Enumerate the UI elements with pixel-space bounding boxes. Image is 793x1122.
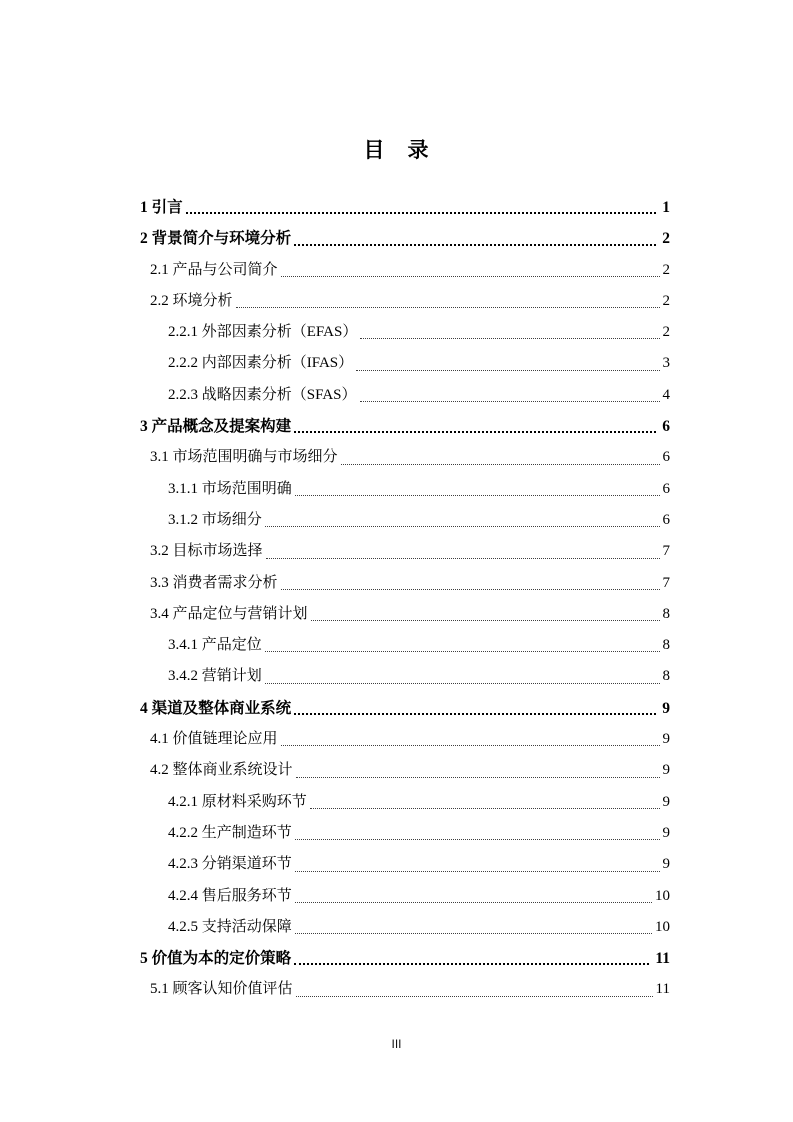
toc-entry-label: 2.1 产品与公司简介 bbox=[150, 261, 278, 278]
toc-entry-label: 3.4.1 产品定位 bbox=[168, 637, 262, 654]
toc-entry-page-number: 2 bbox=[662, 261, 670, 278]
toc-entry-page-number: 7 bbox=[662, 543, 670, 560]
toc-entry-page-number: 6 bbox=[662, 480, 670, 497]
toc-entry-page-number: 10 bbox=[655, 918, 670, 935]
toc-entry-page-number: 3 bbox=[662, 355, 670, 372]
toc-entry-label: 4.2.3 分销渠道环节 bbox=[168, 856, 292, 873]
toc-entry-page-number: 11 bbox=[655, 950, 670, 968]
toc-entry-page-number: 9 bbox=[662, 793, 670, 810]
toc-entry-page-number: 2 bbox=[662, 230, 670, 248]
toc-entry-label: 3 产品概念及提案构建 bbox=[140, 418, 292, 436]
toc-entry-label: 3.2 目标市场选择 bbox=[150, 543, 263, 560]
toc-entry[interactable] bbox=[140, 442, 670, 473]
toc-entry-page-number: 9 bbox=[662, 824, 670, 841]
toc-leader-dots bbox=[236, 307, 660, 308]
toc-entry-label: 3.3 消费者需求分析 bbox=[150, 574, 278, 591]
toc-entry-page-number: 2 bbox=[662, 292, 670, 309]
toc-entry-page-number: 2 bbox=[662, 324, 670, 341]
toc-entry[interactable] bbox=[140, 223, 670, 254]
toc-entry-label: 5 价值为本的定价策略 bbox=[140, 950, 292, 968]
toc-leader-dots bbox=[296, 996, 653, 997]
toc-entry[interactable] bbox=[140, 599, 670, 630]
toc-entry[interactable] bbox=[140, 536, 670, 567]
toc-leader-dots bbox=[341, 464, 660, 465]
toc-entry-label: 2.2.3 战略因素分析（SFAS） bbox=[168, 386, 357, 403]
toc-leader-dots bbox=[265, 526, 660, 527]
toc-list bbox=[140, 192, 670, 1006]
toc-leader-dots bbox=[281, 745, 660, 746]
toc-leader-dots bbox=[294, 244, 656, 246]
toc-entry-page-number: 6 bbox=[662, 511, 670, 528]
toc-entry-label: 4.1 价值链理论应用 bbox=[150, 731, 278, 748]
toc-entry[interactable] bbox=[140, 693, 670, 724]
toc-entry-label: 1 引言 bbox=[140, 199, 183, 216]
toc-leader-dots bbox=[295, 495, 660, 496]
toc-entry-label: 2.2.1 外部因素分析（EFAS） bbox=[168, 324, 358, 341]
toc-leader-dots bbox=[281, 589, 660, 590]
toc-entry-label: 3.1.2 市场细分 bbox=[168, 511, 262, 528]
toc-entry-label: 3.1 市场范围明确与市场细分 bbox=[150, 449, 338, 466]
toc-entry-label: 3.1.1 市场范围明确 bbox=[168, 480, 292, 497]
toc-entry-page-number: 9 bbox=[662, 856, 670, 873]
toc-entry-label: 3.4 产品定位与营销计划 bbox=[150, 605, 308, 622]
page-number-footer: III bbox=[391, 1037, 402, 1051]
toc-entry[interactable] bbox=[140, 286, 670, 317]
toc-entry[interactable] bbox=[140, 474, 670, 505]
toc-entry[interactable] bbox=[140, 787, 670, 818]
toc-entry[interactable] bbox=[140, 724, 670, 755]
toc-leader-dots bbox=[295, 871, 660, 872]
toc-entry-label: 4.2.1 原材料采购环节 bbox=[168, 793, 307, 810]
toc-entry-page-number: 9 bbox=[662, 699, 670, 717]
toc-leader-dots bbox=[311, 620, 660, 621]
toc-entry[interactable] bbox=[140, 317, 670, 348]
toc-entry[interactable] bbox=[140, 849, 670, 880]
toc-entry-label: 4.2.4 售后服务环节 bbox=[168, 887, 292, 904]
toc-entry[interactable] bbox=[140, 411, 670, 442]
toc-entry-label: 4.2 整体商业系统设计 bbox=[150, 762, 293, 779]
toc-leader-dots bbox=[360, 338, 659, 339]
toc-leader-dots bbox=[356, 370, 659, 371]
toc-entry-page-number: 6 bbox=[662, 418, 670, 436]
toc-entry[interactable] bbox=[140, 943, 670, 974]
toc-entry-label: 2.2.2 内部因素分析（IFAS） bbox=[168, 355, 354, 372]
toc-leader-dots bbox=[294, 963, 649, 965]
toc-leader-dots bbox=[265, 683, 660, 684]
toc-leader-dots bbox=[294, 431, 656, 433]
toc-entry[interactable] bbox=[140, 661, 670, 692]
toc-entry-label: 4.2.2 生产制造环节 bbox=[168, 824, 292, 841]
toc-leader-dots bbox=[294, 713, 656, 715]
toc-leader-dots bbox=[310, 808, 660, 809]
toc-leader-dots bbox=[186, 212, 657, 214]
toc-entry[interactable] bbox=[140, 568, 670, 599]
toc-entry-page-number: 10 bbox=[655, 887, 670, 904]
toc-entry-page-number: 9 bbox=[662, 762, 670, 779]
toc-entry-page-number: 8 bbox=[662, 605, 670, 622]
toc-leader-dots bbox=[295, 902, 652, 903]
toc-entry[interactable] bbox=[140, 630, 670, 661]
toc-leader-dots bbox=[360, 401, 660, 402]
toc-entry-label: 2.2 环境分析 bbox=[150, 292, 233, 309]
toc-entry[interactable] bbox=[140, 974, 670, 1005]
toc-title: 目 录 bbox=[363, 138, 430, 162]
toc-entry[interactable] bbox=[140, 380, 670, 411]
toc-leader-dots bbox=[281, 276, 660, 277]
toc-entry[interactable] bbox=[140, 505, 670, 536]
toc-entry-label: 5.1 顾客认知价值评估 bbox=[150, 981, 293, 998]
toc-entry[interactable] bbox=[140, 255, 670, 286]
toc-entry-page-number: 7 bbox=[662, 574, 670, 591]
toc-leader-dots bbox=[266, 558, 660, 559]
toc-entry-page-number: 4 bbox=[662, 386, 670, 403]
toc-entry-page-number: 8 bbox=[662, 668, 670, 685]
toc-entry-label: 4.2.5 支持活动保障 bbox=[168, 918, 292, 935]
toc-entry[interactable] bbox=[140, 348, 670, 379]
toc-leader-dots bbox=[265, 651, 660, 652]
toc-leader-dots bbox=[296, 777, 660, 778]
toc-entry-label: 2 背景简介与环境分析 bbox=[140, 230, 292, 248]
toc-entry-page-number: 1 bbox=[662, 199, 670, 216]
toc-entry[interactable] bbox=[140, 192, 670, 223]
toc-entry[interactable] bbox=[140, 818, 670, 849]
toc-entry[interactable] bbox=[140, 881, 670, 912]
toc-entry-label: 3.4.2 营销计划 bbox=[168, 668, 262, 685]
toc-entry-page-number: 9 bbox=[662, 731, 670, 748]
toc-leader-dots bbox=[295, 933, 652, 934]
toc-entry-page-number: 11 bbox=[655, 981, 670, 998]
toc-entry-page-number: 8 bbox=[662, 637, 670, 654]
toc-leader-dots bbox=[295, 839, 660, 840]
toc-entry[interactable] bbox=[140, 912, 670, 943]
toc-entry[interactable] bbox=[140, 755, 670, 786]
toc-entry-label: 4 渠道及整体商业系统 bbox=[140, 699, 292, 717]
toc-entry-page-number: 6 bbox=[662, 449, 670, 466]
